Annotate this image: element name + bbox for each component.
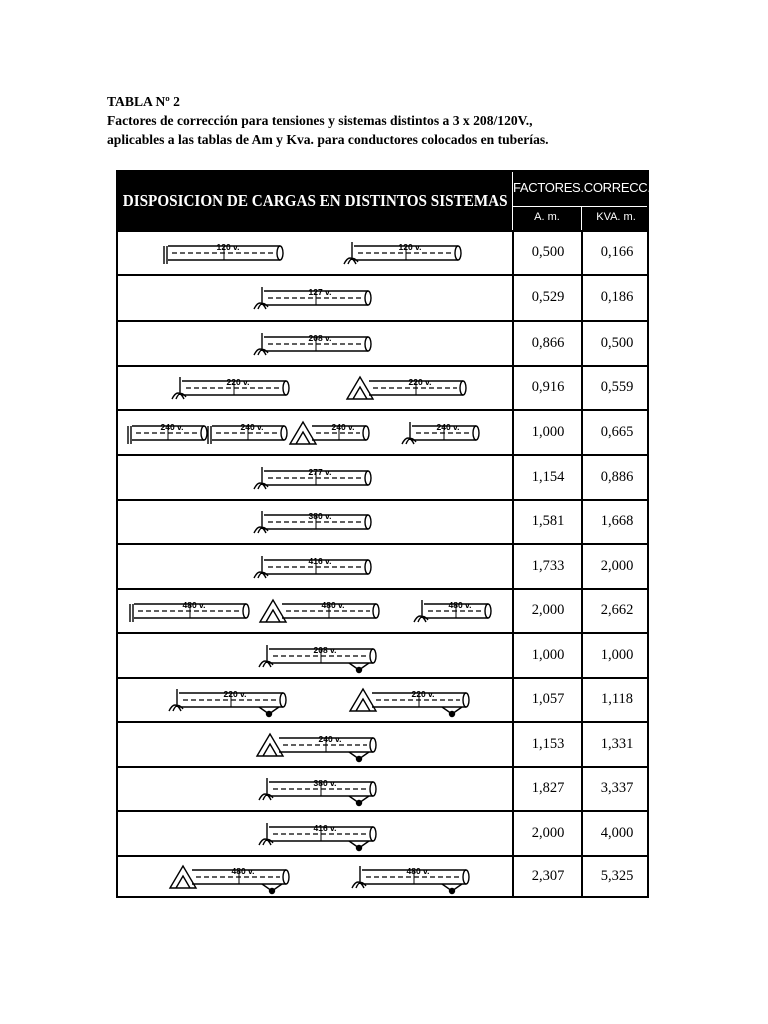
circuit-diagram-icon [248, 459, 378, 497]
table-row [118, 499, 647, 543]
circuit-diagram-icon [253, 815, 383, 853]
header-col-am: A. m. [534, 211, 560, 223]
factor-am: 0,916 [531, 379, 565, 395]
table-row [118, 588, 647, 632]
table-row [118, 855, 647, 896]
table-row [118, 365, 647, 409]
circuit-diagram-icon [248, 325, 378, 363]
voltage-label: 240 v. [436, 421, 460, 432]
voltage-label: 220 v. [223, 689, 247, 699]
table-row [118, 766, 647, 810]
circuit-diagram-icon [160, 234, 290, 272]
voltage-label: 480 v. [321, 600, 345, 610]
voltage-label: 220 v. [408, 377, 432, 387]
circuit-diagram-icon [253, 637, 383, 675]
factor-am: 1,000 [531, 423, 565, 440]
factor-kvam: 2,000 [600, 557, 634, 574]
circuit-diagram-icon [248, 548, 378, 586]
voltage-label: 120 v. [398, 242, 422, 252]
table-row [118, 454, 647, 499]
factor-kvam: 0,886 [600, 468, 634, 485]
voltage-label: 240 v. [318, 733, 342, 744]
circuit-diagram-icon [248, 503, 378, 541]
factor-kvam: 0,500 [600, 334, 634, 351]
voltage-label: 220 v. [226, 377, 250, 387]
factor-kvam: 2,662 [600, 602, 634, 618]
factor-kvam: 0,166 [600, 244, 634, 260]
circuit-diagram-icon [253, 726, 383, 764]
voltage-label: 480 v. [182, 600, 206, 610]
table-description-line-2: aplicables a las tablas de Am y Kva. para conductores colocados en tuberías. [107, 132, 549, 147]
header-col-kvam: KVA. m. [596, 211, 636, 223]
factor-am: 2,307 [531, 867, 565, 884]
factor-am: 1,581 [531, 513, 565, 529]
circuit-diagram-icon [248, 279, 378, 317]
voltage-label: 240 v. [160, 421, 184, 432]
factor-am: 0,529 [531, 289, 565, 305]
voltage-label: 277 v. [308, 466, 332, 477]
circuit-diagram-icon [286, 414, 376, 452]
factor-kvam: 4,000 [600, 824, 634, 841]
table-row [118, 274, 647, 320]
circuit-diagram-icon [166, 858, 296, 896]
factor-kvam: 0,665 [600, 423, 634, 440]
circuit-diagram-icon [338, 234, 468, 272]
voltage-label: 127 v. [308, 287, 332, 297]
factor-am: 0,500 [531, 244, 565, 260]
circuit-diagram-icon [253, 770, 383, 808]
factor-kvam: 5,325 [600, 867, 634, 884]
voltage-label: 208 v. [313, 644, 337, 655]
table-row [118, 320, 647, 365]
factor-am: 0,866 [531, 334, 565, 351]
header-correction-factors-label: FACTORES.CORRECC. [513, 180, 651, 195]
factor-am: 1,827 [531, 780, 565, 796]
table-row [118, 409, 647, 454]
voltage-label: 416 v. [308, 555, 332, 566]
voltage-label: 380 v. [308, 511, 332, 521]
factor-kvam: 1,668 [600, 513, 634, 529]
circuit-diagram-icon [343, 369, 473, 407]
factor-kvam: 1,118 [600, 691, 634, 707]
circuit-diagram-icon [346, 681, 476, 719]
correction-factor-table [116, 170, 649, 898]
voltage-label: 416 v. [313, 822, 337, 833]
voltage-label: 480 v. [231, 865, 255, 876]
factor-kvam: 3,337 [600, 780, 634, 796]
header-divider [513, 206, 647, 207]
table-row [118, 721, 647, 766]
voltage-label: 380 v. [313, 778, 337, 788]
header-load-arrangement [118, 172, 512, 230]
factor-kvam: 0,559 [600, 379, 634, 395]
table-description-line-1: Factores de corrección para tensiones y sistemas distintos a 3 x 208/120V., [107, 113, 533, 128]
factor-kvam: 1,000 [600, 646, 634, 663]
factor-kvam: 0,186 [600, 289, 634, 305]
table-title: TABLA Nº 2 [107, 94, 180, 109]
table-row [118, 632, 647, 677]
table-row [118, 677, 647, 721]
table-row [118, 810, 647, 855]
circuit-diagram-icon [346, 858, 476, 896]
circuit-diagram-icon [396, 414, 486, 452]
voltage-label: 480 v. [448, 600, 472, 610]
table-row [118, 543, 647, 588]
circuit-diagram-icon [124, 414, 214, 452]
voltage-label: 220 v. [411, 689, 435, 699]
factor-am: 1,057 [531, 691, 565, 707]
table-row [118, 230, 647, 274]
voltage-label: 240 v. [331, 421, 355, 432]
header-load-arrangement-label: DISPOSICION DE CARGAS EN DISTINTOS SISTEMAS [122, 191, 508, 210]
factor-am: 1,733 [531, 557, 565, 574]
heading [107, 92, 707, 149]
circuit-diagram-icon [166, 369, 296, 407]
factor-am: 1,000 [531, 646, 565, 663]
header-correction-factors [513, 172, 651, 230]
voltage-label: 120 v. [216, 242, 240, 252]
circuit-diagram-icon [204, 414, 294, 452]
voltage-label: 208 v. [308, 332, 332, 343]
circuit-diagram-icon [163, 681, 293, 719]
circuit-diagram-icon [126, 592, 256, 630]
voltage-label: 480 v. [406, 865, 430, 876]
factor-am: 1,153 [531, 735, 565, 752]
circuit-diagram-icon [256, 592, 386, 630]
factor-am: 2,000 [531, 824, 565, 841]
factor-kvam: 1,331 [600, 735, 634, 752]
voltage-label: 240 v. [240, 421, 264, 432]
factor-am: 1,154 [531, 468, 565, 485]
circuit-diagram-icon [408, 592, 498, 630]
factor-am: 2,000 [531, 602, 565, 618]
